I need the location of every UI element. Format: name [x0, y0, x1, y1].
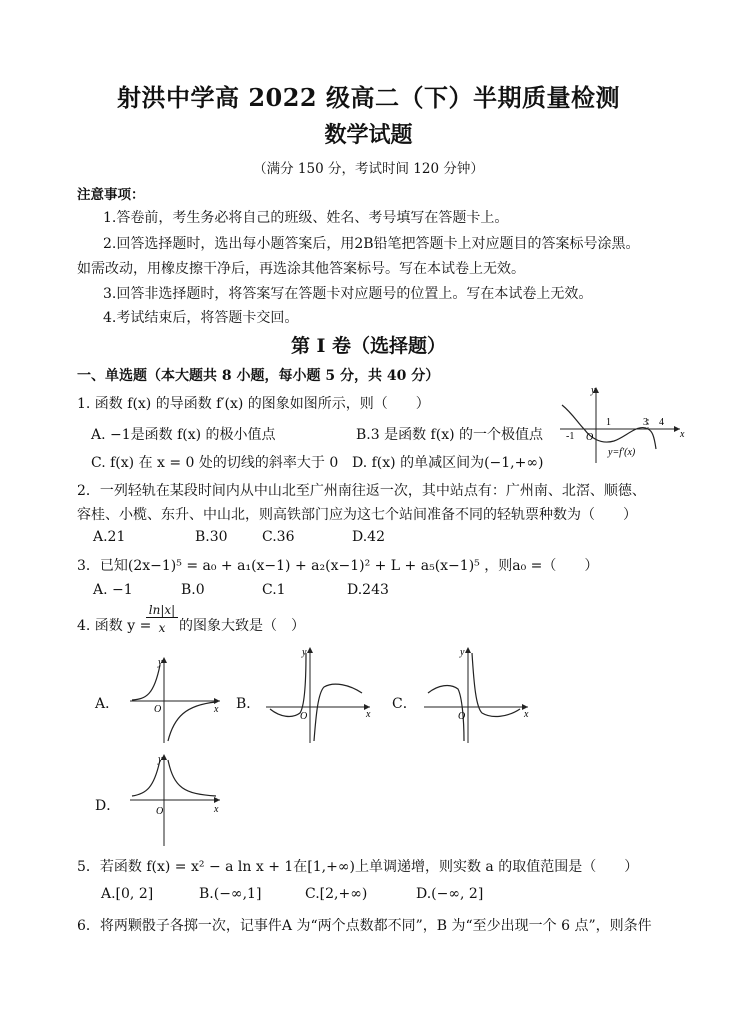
q3-option-a: A. −1: [93, 582, 133, 598]
notice-item-4: 4.考试结束后，将答题卡交回。: [103, 310, 299, 326]
q4-graph-b: [262, 645, 378, 745]
q4d-left-branch: [132, 760, 160, 796]
q1-y-label: y: [591, 385, 596, 396]
q4a-x-label: x: [214, 704, 219, 715]
q5-stem: 5．若函数 f(x) = x² − a ln x + 1在[1,+∞)上单调递增，则实数 a 的取值范围是（ ）: [77, 859, 639, 875]
page-title: 射洪中学高 2022 级高二（下）半期质量检测: [116, 83, 620, 112]
q1-option-b: B.3 是函数 f(x) 的一个极值点: [356, 427, 543, 443]
q4-numerator: ln|x|: [146, 603, 178, 618]
q1-option-c: C. f(x) 在 x = 0 处的切线的斜率大于 0: [91, 455, 339, 471]
q2-option-b: B.30: [195, 529, 228, 545]
q4b-right-branch: [314, 684, 362, 741]
subject-title: 数学试题: [324, 122, 413, 148]
q2-line-1: 2．一列轻轨在某段时间内从中山北至广州南往返一次，其中站点有：广州南、北滘、顺德、: [77, 483, 646, 499]
q1-tick-neg1: -1: [566, 431, 575, 442]
q3-option-c: C.1: [262, 582, 286, 598]
q4a-left-branch: [132, 665, 160, 700]
section-title: 一、单选题（本大题共 8 小题，每小题 5 分，共 40 分）: [77, 368, 440, 384]
q4d-x-arrow: [214, 797, 220, 803]
q4a-y-label: y: [158, 657, 163, 668]
q1-stem: 1. 函数 f(x) 的导函数 f′(x) 的图象如图所示，则（ ）: [77, 396, 430, 412]
q5-option-d: D.(−∞, 2]: [416, 886, 484, 902]
q1-x-label: x: [680, 429, 685, 440]
q4-option-c: C．: [392, 696, 417, 712]
q4-graph-a: [126, 655, 226, 745]
q4d-origin: O: [156, 806, 164, 817]
q4d-right-branch: [168, 760, 216, 796]
q4-option-b: B．: [236, 696, 261, 712]
q4a-right-branch: [168, 702, 216, 741]
q4b-y-label: y: [302, 647, 307, 658]
q3-option-b: B.0: [181, 582, 205, 598]
q4c-x-label: x: [524, 709, 529, 720]
q5-option-a: A.[0, 2]: [101, 886, 154, 902]
q4-graph-d: [126, 752, 226, 848]
q4c-y-arrow: [465, 647, 471, 653]
q5-option-b: B.(−∞,1]: [199, 886, 262, 902]
q6-stem: 6．将两颗骰子各掷一次，记事件A 为“两个点数都不同”，B 为“至少出现一个 6 点”，则条件: [77, 918, 652, 934]
notice-item-2-cont: 如需改动，用橡皮擦干净后，再选涂其他答案标号。写在本试卷上无效。: [77, 261, 525, 277]
q3-stem: 3．已知(2x−1)⁵ = a₀ + a₁(x−1) + a₂(x−1)² + L + a₅(x−1)⁵ ，则a₀ =（ ）: [77, 558, 599, 574]
q4c-y-label: y: [460, 647, 465, 658]
q2-option-d: D.42: [352, 529, 385, 545]
q2-option-a: A.21: [93, 529, 126, 545]
q4-graph-c: [420, 645, 536, 745]
q1-tick-4: 4: [659, 417, 664, 428]
q4a-origin: O: [154, 704, 162, 715]
q4c-origin: O: [458, 711, 466, 722]
q4b-x-label: x: [366, 709, 371, 720]
q4-suffix: 的图象大致是（ ）: [179, 618, 305, 634]
q1-tick-3: 3: [643, 417, 648, 428]
q4-option-a: A．: [95, 696, 120, 712]
q1-curve-label: y=f′(x): [608, 447, 636, 458]
q1-derivative-graph: [556, 383, 686, 465]
q1-option-d: D. f(x) 的单减区间为(−1,+∞): [352, 455, 544, 471]
q4d-y-label: y: [158, 754, 163, 765]
q1-option-a: A. −1是函数 f(x) 的极小值点: [91, 427, 276, 443]
notice-item-1: 1.答卷前，考生务必将自己的班级、姓名、考号填写在答题卡上。: [103, 210, 509, 226]
q4b-origin: O: [300, 711, 308, 722]
notice-heading: 注意事项：: [77, 187, 145, 203]
q1-tick-1: 1: [606, 417, 611, 428]
q2-option-c: C.36: [262, 529, 295, 545]
part-title: 第 I 卷（选择题）: [290, 335, 447, 357]
q1-origin: O: [586, 432, 594, 443]
q2-line-2: 容桂、小榄、东升、中山北，则高铁部门应为这七个站间准备不同的轻轨票种数为（ ）: [77, 507, 637, 523]
q4-option-d: D．: [95, 798, 121, 814]
q4-prefix: 4. 函数 y =: [77, 618, 152, 634]
q3-option-d: D.243: [347, 582, 389, 598]
score-time: （满分 150 分，考试时间 120 分钟）: [253, 161, 484, 177]
notice-item-3: 3.回答非选择题时，将答案写在答题卡对应题号的位置上。写在本试卷上无效。: [103, 286, 593, 302]
q4-denominator: x: [158, 621, 166, 635]
q5-option-c: C.[2,+∞): [305, 886, 368, 902]
q4d-x-label: x: [214, 804, 219, 815]
notice-item-2: 2.回答选择题时，选出每小题答案后，用2B铅笔把答题卡上对应题目的答案标号涂黑。: [103, 236, 640, 252]
q4b-y-arrow: [307, 647, 313, 653]
